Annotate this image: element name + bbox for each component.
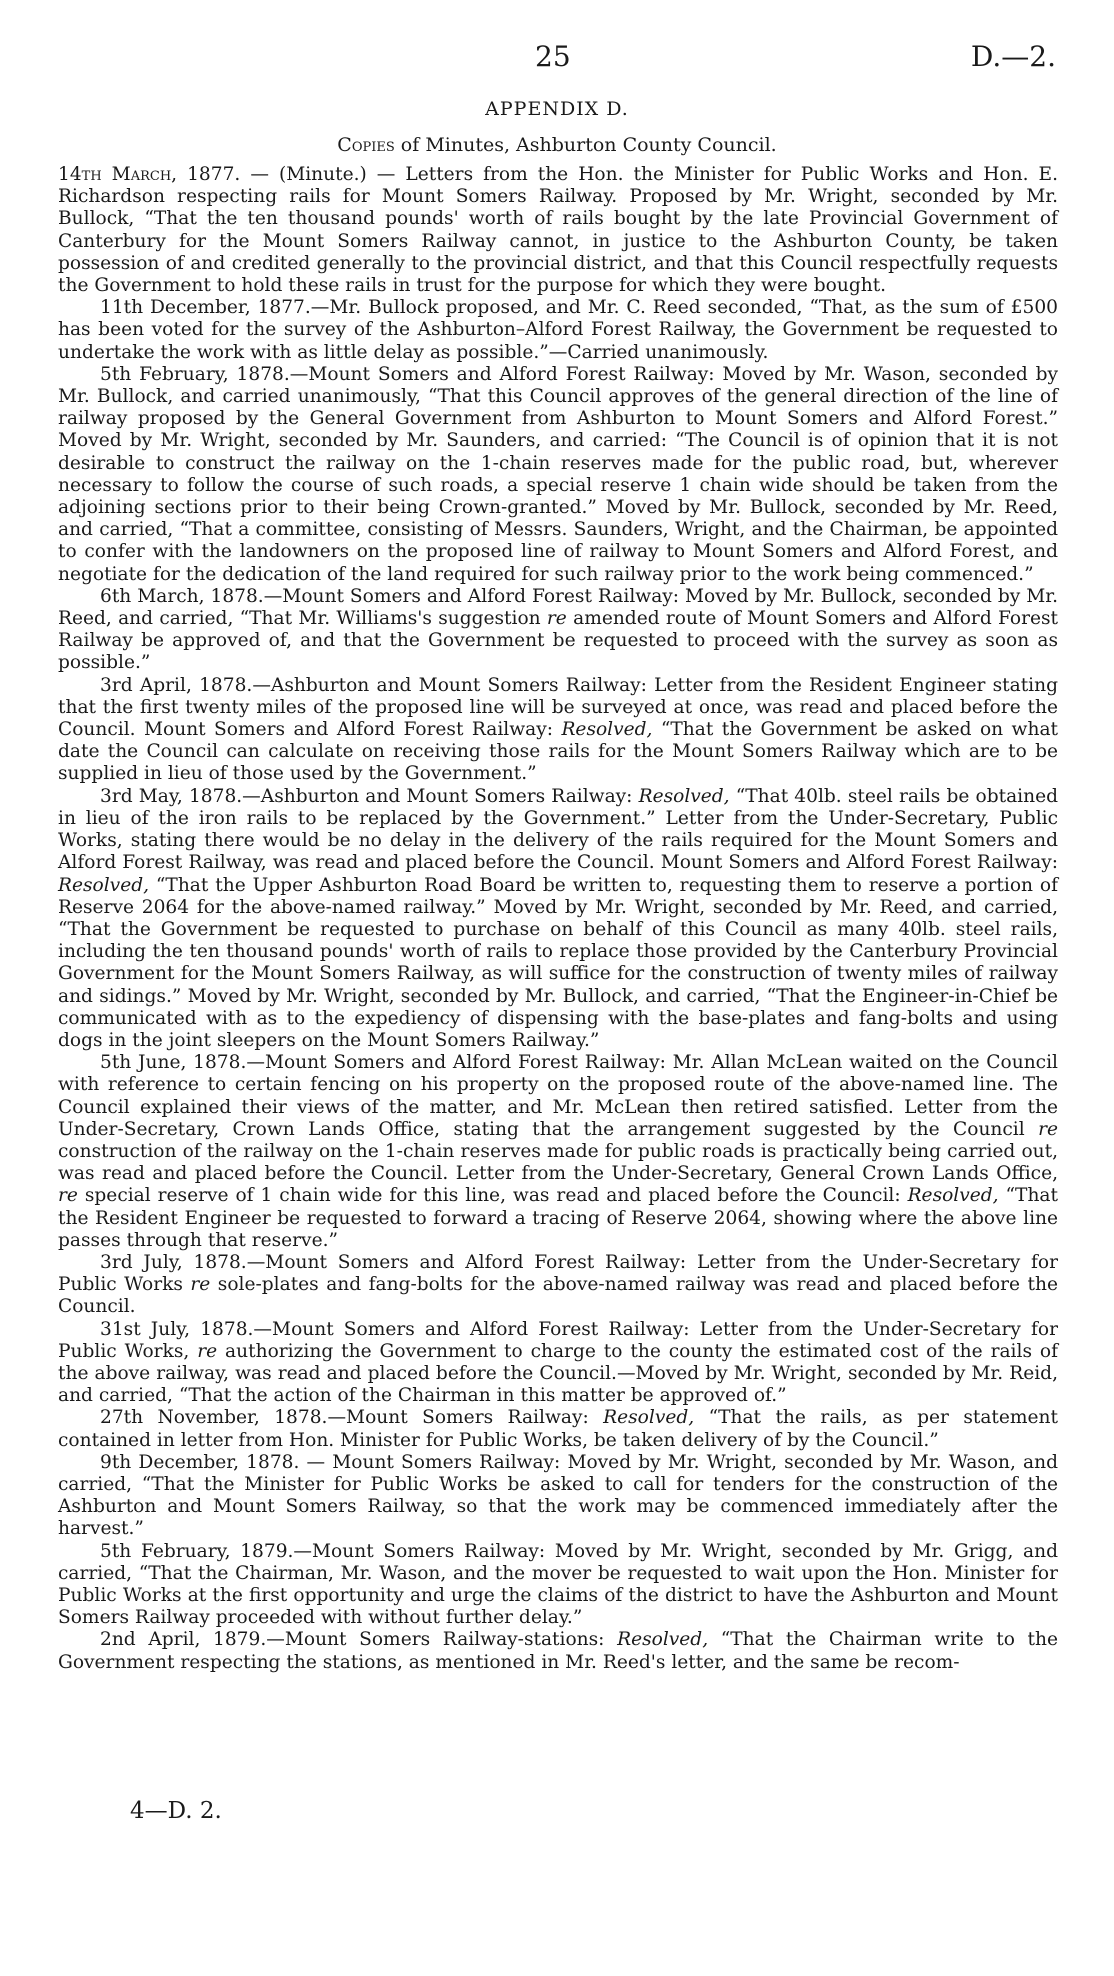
minute-date: 14th March, 1877.: [58, 164, 241, 185]
page-number: 25: [535, 40, 571, 73]
subtitle-lead: Copies: [337, 134, 395, 156]
minute-paragraph: 14th March, 1877. — (Minute.) — Letters from the Hon. the Minister for Public Works and Hon. E. Richardson respecting rails for Mount Somers Railway. Proposed by Mr. Wright, seconded by Mr. Bullock, “That the ten thousand pounds' worth of rails bought by the late Provincial Government of Canterbury for the Mount Somers Railway cannot, in justice to the Ashburton County, be taken possession of and credited generally to the provincial district, and that this Council respectfully requests the Government to hold these rails in trust for the purpose for which they were bought.: [58, 164, 1058, 297]
minute-paragraph: 9th December, 1878. — Mount Somers Railway: Moved by Mr. Wright, seconded by Mr. Wason, and carried, “That the Minister for Public Works be asked to call for tenders for the construction of the Ashburton and Mount Somers Railway, so that the work may be commenced immediately after the harvest.”: [58, 1451, 1058, 1540]
minute-paragraph: 3rd May, 1878.—Ashburton and Mount Somers Railway: Resolved, “That 40lb. steel rails be obtained in lieu of the iron rails to be replaced by the Government.” Letter from the Under-Secretary, Public Works, stating there would be no delay in the delivery of the rails required for the Mount Somers and Alford Forest Railway, was read and placed before the Council. Mount Somers and Alford Forest Railway: Resolved, “That the Upper Ashburton Road Board be written to, requesting them to reserve a portion of Reserve 2064 for the above-named railway.” Moved by Mr. Wright, seconded by Mr. Reed, and carried, “That the Government be requested to purchase on behalf of this Council as many 40lb. steel rails, including the ten thousand pounds' worth of rails to replace those provided by the Canterbury Provincial Government for the Mount Somers Railway, as will suffice for the construction of twenty miles of railway and sidings.” Moved by Mr. Wright, seconded by Mr. Bullock, and carried, “That the Engineer-in-Chief be communicated with as to the expediency of dispensing with the base-plates and fang-bolts and using dogs in the joint sleepers on the Mount Somers Railway.”: [58, 785, 1059, 1051]
appendix-title: APPENDIX D.: [485, 98, 629, 120]
minute-paragraph: 27th November, 1878.—Mount Somers Railway: Resolved, “That the rails, as per statement contained in letter from Hon. Minister for Public Works, be taken delivery of by the Council.”: [58, 1407, 1058, 1451]
document-reference: D.—2.: [970, 40, 1056, 73]
minute-paragraph: 2nd April, 1879.—Mount Somers Railway-stations: Resolved, “That the Chairman write to the Government respecting the stations, as mentioned in Mr. Reed's letter, and the same be recom-: [58, 1629, 1058, 1673]
minute-paragraph: 6th March, 1878.—Mount Somers and Alford Forest Railway: Moved by Mr. Bullock, seconded by Mr. Reed, and carried, “That Mr. Williams's suggestion re amended route of Mount Somers and Alford Forest Railway be approved of, and that the Government be requested to proceed with the survey as soon as possible.”: [58, 585, 1058, 674]
minutes-body: [58, 164, 1058, 1674]
minute-paragraph: 5th February, 1878.—Mount Somers and Alford Forest Railway: Moved by Mr. Wason, seconded by Mr. Bullock, and carried unanimously, “That this Council approves of the general direction of the line of railway proposed by the General Government from Ashburton to Mount Somers and Alford Forest.” Moved by Mr. Wright, seconded by Mr. Saunders, and carried: “The Council is of opinion that it is not desirable to construct the railway on the 1-chain reserves made for the public road, but, wherever necessary to follow the course of such roads, a special reserve 1 chain wide should be taken from the adjoining sections prior to their being Crown-granted.” Moved by Mr. Bullock, seconded by Mr. Reed, and carried, “That a committee, consisting of Messrs. Saunders, Wright, and the Chairman, be appointed to confer with the landowners on the proposed line of railway to Mount Somers and Alford Forest, and negotiate for the dedication of the land required for such railway prior to the work being commenced.”: [58, 363, 1058, 585]
minute-paragraph: 11th December, 1877.—Mr. Bullock proposed, and Mr. C. Reed seconded, “That, as the sum of £500 has been voted for the survey of the Ashburton–Alford Forest Railway, the Government be requested to undertake the work with as little delay as possible.”—Carried unanimously.: [58, 297, 1058, 363]
minute-paragraph: 3rd April, 1878.—Ashburton and Mount Somers Railway: Letter from the Resident Engineer stating that the first twenty miles of the proposed line will be surveyed at once, was read and placed before the Council. Mount Somers and Alford Forest Railway: Resolved, “That the Government be asked on what date the Council can calculate on receiving those rails for the Mount Somers Railway which are to be supplied in lieu of those used by the Government.”: [58, 674, 1058, 785]
minute-paragraph: 31st July, 1878.—Mount Somers and Alford Forest Railway: Letter from the Under-Secretary for Public Works, re authorizing the Government to charge to the county the estimated cost of the rails of the above railway, was read and placed before the Council.—Moved by Mr. Wright, seconded by Mr. Reid, and carried, “That the action of the Chairman in this matter be approved of.”: [58, 1318, 1058, 1407]
subtitle-rest: of Minutes, Ashburton County Council.: [394, 134, 777, 156]
minute-paragraph: 5th June, 1878.—Mount Somers and Alford Forest Railway: Mr. Allan McLean waited on the Council with reference to certain fencing on his property on the proposed route of the above-named line. The Council explained their views of the matter, and Mr. McLean then retired satisfied. Letter from the Under-Secretary, Crown Lands Office, stating that the arrangement suggested by the Council re construction of the railway on the 1-chain reserves made for public roads is practically being carried out, was read and placed before the Council. Letter from the Under-Secretary, General Crown Lands Office, re special reserve of 1 chain wide for this line, was read and placed before the Council: Resolved, “That the Resident Engineer be requested to forward a tracing of Reserve 2064, showing where the above line passes through that reserve.”: [58, 1052, 1058, 1251]
minute-paragraph: 5th February, 1879.—Mount Somers Railway: Moved by Mr. Wright, seconded by Mr. Grigg, and carried, “That the Chairman, Mr. Wason, and the mover be requested to wait upon the Hon. Minister for Public Works at the first opportunity and urge the claims of the district to have the Ashburton and Mount Somers Railway proceeded with without further delay.”: [58, 1540, 1058, 1629]
minute-paragraph: 3rd July, 1878.—Mount Somers and Alford Forest Railway: Letter from the Under-Secretary for Public Works re sole-plates and fang-bolts for the above-named railway was read and placed before the Council.: [58, 1251, 1058, 1318]
signature-footer: 4—D. 2.: [130, 1798, 222, 1824]
page-subtitle: [0, 134, 1114, 156]
